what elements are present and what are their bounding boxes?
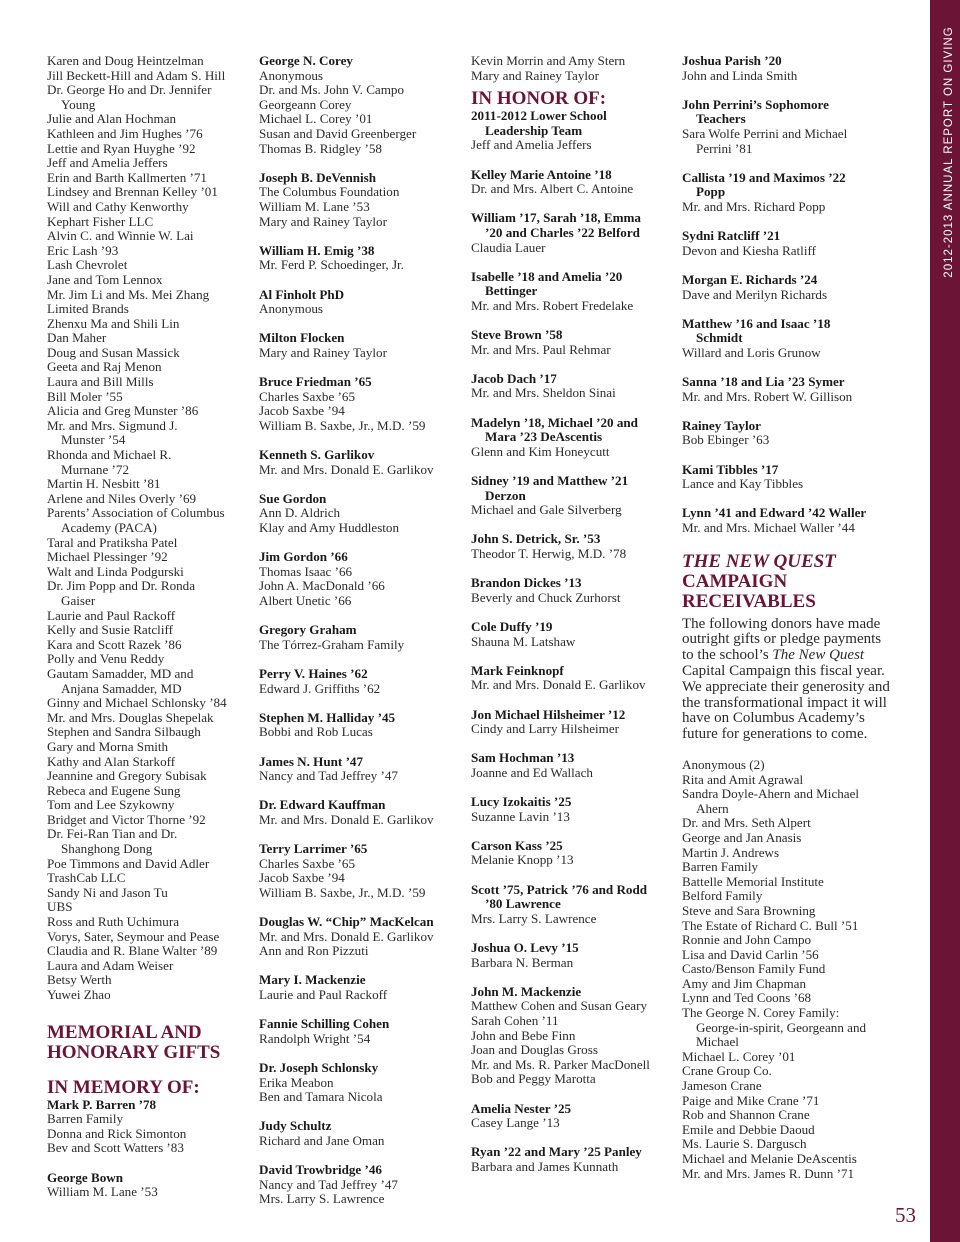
donor-name: Lindsey and Brennan Kelley ’01: [47, 184, 218, 200]
honoree-name: James N. Hunt ’47: [259, 753, 364, 769]
donor-name: Joan and Douglas Gross: [471, 1042, 598, 1058]
donor-name: George and Jan Anasis: [682, 829, 802, 845]
donor-name: Gaiser: [61, 592, 96, 608]
donor-name: Sandra Doyle-Ahern and Michael: [682, 786, 860, 802]
donor-name: Susan and David Greenberger: [259, 125, 417, 141]
donor-name: William B. Saxbe, Jr., M.D. ’59: [259, 417, 426, 433]
donor-name: Michael: [696, 1034, 739, 1050]
donor-name: Thomas Isaac ’66: [259, 563, 353, 579]
donor-name: Michael L. Corey ’01: [682, 1048, 796, 1064]
donor-name: Yuwei Zhao: [47, 987, 111, 1002]
donor-name: Mr. and Mrs. Paul Rehmar: [471, 341, 611, 357]
donor-name: Dr. and Ms. John V. Campo: [259, 82, 405, 98]
donor-name: Mr. and Mrs. Douglas Shepelak: [47, 709, 214, 725]
honoree-name: John S. Detrick, Sr. ’53: [471, 531, 601, 547]
donor-name: Limited Brands: [47, 301, 129, 317]
donor-name: Sarah Cohen ’11: [471, 1013, 559, 1028]
honoree-name: Bettinger: [485, 283, 538, 299]
donor-name: Michael and Melanie DeAscentis: [682, 1151, 857, 1166]
donor-name: Parents’ Association of Columbus: [47, 505, 225, 521]
donor-name: Dr. Fei-Ran Tian and Dr.: [47, 826, 178, 842]
donor-name: Lynn and Ted Coons ’68: [682, 990, 812, 1006]
honoree-name: George Bown: [47, 1169, 124, 1185]
campaign-name: The New Quest: [772, 647, 865, 664]
donor-name: Zhenxu Ma and Shili Lin: [47, 315, 180, 331]
donor-name: Laurie and Paul Rackoff: [47, 607, 176, 623]
honoree-name: Mara ’23 DeAscentis: [485, 429, 603, 445]
page-number: 53: [895, 1203, 916, 1227]
honoree-name: Stephen M. Halliday ’45: [259, 709, 396, 725]
donor-name: Laura and Bill Mills: [47, 374, 154, 390]
donor-name: Willard and Loris Grunow: [682, 344, 821, 360]
donor-name: Shanghong Dong: [61, 841, 153, 857]
donor-name: Crane Group Co.: [682, 1063, 772, 1079]
donor-name: Kara and Scott Razek ’86: [47, 636, 182, 652]
memory-list: [259, 54, 464, 1207]
donor-name: Mr. and Mrs. Donald E. Garlikov: [259, 811, 434, 827]
donor-name: UBS: [47, 899, 73, 915]
donor-name: Glenn and Kim Honeycutt: [471, 443, 610, 459]
campaign-text-part-2: Capital Campaign this fiscal year. We appreciate their generosity and the transformational impact it will have on Columbus Academy’s future for generations to come.: [682, 662, 890, 743]
donor-name: Erin and Barth Kallmerten ’71: [47, 169, 207, 185]
honoree-name: 2011-2012 Lower School: [471, 108, 607, 124]
donor-name: Jeannine and Gregory Subisak: [47, 768, 207, 784]
honoree-name: Sidney ’19 and Matthew ’21: [471, 473, 629, 489]
donor-name: John and Bebe Finn: [471, 1027, 576, 1043]
donor-name: Mrs. Larry S. Lawrence: [471, 910, 597, 926]
donor-name: Mary and Rainey Taylor: [259, 213, 387, 229]
donor-name: John A. MacDonald ’66: [259, 578, 385, 594]
donor-name: Lash Chevrolet: [47, 257, 128, 273]
donor-name: Laura and Adam Weiser: [47, 957, 174, 973]
honoree-name: Al Finholt PhD: [259, 286, 345, 302]
donor-name: Jeff and Amelia Jeffers: [471, 137, 592, 153]
donor-name: Erika Meabon: [259, 1074, 334, 1090]
donor-name: Lisa and David Carlin ’56: [682, 946, 819, 962]
donor-name: Kephart Fisher LLC: [47, 213, 154, 229]
donor-name: Vorys, Sater, Seymour and Pease: [47, 928, 220, 944]
donor-name: TrashCab LLC: [47, 870, 126, 886]
donor-name: Munster ’54: [61, 432, 126, 448]
donor-name: Laurie and Paul Rackoff: [259, 987, 388, 1002]
honoree-name: Morgan E. Richards ’24: [682, 271, 818, 287]
honoree-name: Joseph B. DeVennish: [259, 169, 377, 185]
donor-name: Klay and Amy Huddleston: [259, 520, 400, 535]
honoree-name: Kelley Marie Antoine ’18: [471, 166, 612, 182]
honoree-name: Sanna ’18 and Lia ’23 Symer: [682, 374, 845, 390]
honoree-name: Milton Flocken: [259, 330, 345, 346]
donor-name: Mr. and Mrs. Donald E. Garlikov: [259, 928, 434, 944]
donor-name: Georgeann Corey: [259, 96, 352, 112]
honoree-name: Matthew ’16 and Isaac ’18: [682, 315, 831, 331]
donor-name: Kathy and Alan Starkoff: [47, 753, 176, 769]
donor-name: Ann and Ron Pizzuti: [259, 943, 369, 959]
honoree-name: William H. Emig ’38: [259, 242, 375, 258]
donor-name: Claudia Lauer: [471, 239, 546, 255]
donor-name: Jameson Crane: [682, 1078, 762, 1094]
donor-name: The Tórrez-Graham Family: [259, 636, 405, 652]
campaign-heading-2: CAMPAIGN: [682, 570, 788, 592]
honoree-name: Judy Schultz: [259, 1118, 332, 1134]
donor-name: Stephen and Sandra Silbaugh: [47, 724, 201, 740]
donor-name: Ross and Ruth Uchimura: [47, 914, 180, 930]
honoree-name: Dr. Joseph Schlonsky: [259, 1059, 379, 1075]
donor-name: Casey Lange ’13: [471, 1115, 560, 1131]
honoree-name: Callista ’19 and Maximos ’22: [682, 169, 846, 185]
donor-name: Dan Maher: [47, 330, 107, 346]
donor-name: Perrini ’81: [696, 140, 753, 156]
donor-name: Walt and Linda Podgurski: [47, 563, 184, 579]
donor-name: Jeff and Amelia Jeffers: [47, 155, 168, 171]
donor-name: Jill Beckett-Hill and Adam S. Hill: [47, 67, 226, 83]
honoree-name: Ryan ’22 and Mary ’25 Panley: [471, 1144, 642, 1160]
donor-name: Kevin Morrin and Amy Stern: [471, 53, 626, 68]
donor-name: Shauna M. Latshaw: [471, 633, 576, 649]
donor-name: Mr. and Mrs. Donald E. Garlikov: [259, 461, 434, 477]
donor-name: Arlene and Niles Overly ’69: [47, 490, 197, 506]
donor-name: Mary and Rainey Taylor: [259, 344, 387, 360]
donor-name: Suzanne Lavin ’13: [471, 808, 570, 824]
donor-name: Charles Saxbe ’65: [259, 855, 355, 871]
honoree-name: Mark Feinknopf: [471, 662, 564, 678]
memory-list: [47, 1098, 247, 1200]
honoree-name: Joshua O. Levy ’15: [471, 940, 579, 956]
donor-name: Karen and Doug Heintzelman: [47, 53, 204, 68]
column-2: [259, 54, 464, 1207]
donor-name: Will and Cathy Kenworthy: [47, 198, 189, 214]
honoree-name: Brandon Dickes ’13: [471, 575, 582, 591]
memory-list: [471, 54, 671, 83]
donor-name: Academy (PACA): [61, 520, 157, 535]
donor-name: Belford Family: [682, 888, 763, 904]
donor-name: Martin H. Nesbitt ’81: [47, 476, 161, 492]
donor-name: Melanie Knopp ’13: [471, 852, 574, 868]
donor-name: Mrs. Larry S. Lawrence: [259, 1191, 385, 1207]
honoree-name: ’20 and Charles ’22 Belford: [485, 224, 640, 240]
campaign-heading-1: THE NEW QUEST: [682, 550, 836, 572]
honoree-name: Dr. Edward Kauffman: [259, 797, 386, 813]
campaign-donor-list: [682, 758, 894, 1181]
donor-name: Jane and Tom Lennox: [47, 271, 163, 287]
donor-name: Mary and Rainey Taylor: [471, 67, 599, 83]
donor-name: Paige and Mike Crane ’71: [682, 1092, 820, 1108]
donor-name: Nancy and Tad Jeffrey ’47: [259, 1176, 398, 1192]
donor-name: John and Linda Smith: [682, 67, 798, 83]
donor-name: Dave and Merilyn Richards: [682, 286, 828, 302]
donor-name: Ms. Laurie S. Dargusch: [682, 1136, 807, 1152]
honor-list: [471, 109, 671, 1174]
honor-list: [682, 54, 894, 536]
honoree-name: Derzon: [485, 487, 526, 503]
donor-name: William B. Saxbe, Jr., M.D. ’59: [259, 884, 426, 900]
donor-name: Anonymous (2): [682, 756, 765, 772]
honoree-name: Perry V. Haines ’62: [259, 665, 368, 681]
honoree-name: Sydni Ratcliff ’21: [682, 228, 781, 244]
honoree-name: Lucy Izokaitis ’25: [471, 794, 572, 810]
donor-name: Battelle Memorial Institute: [682, 873, 824, 889]
donor-name: Kathleen and Jim Hughes ’76: [47, 125, 203, 141]
donor-name: Ahern: [696, 800, 729, 816]
donor-name: Gary and Morna Smith: [47, 738, 169, 754]
donor-name: Rebeca and Eugene Sung: [47, 782, 181, 798]
donor-name: Michael Plessinger ’92: [47, 549, 168, 565]
donor-name: Dr. George Ho and Dr. Jennifer: [47, 82, 212, 98]
honoree-name: Lynn ’41 and Edward ’42 Waller: [682, 505, 867, 521]
campaign-heading-3: RECEIVABLES: [682, 590, 816, 612]
column-1: [47, 54, 247, 1200]
donor-name: Eric Lash ’93: [47, 242, 119, 258]
donor-name: Jacob Saxbe ’94: [259, 870, 345, 886]
donor-name: Murnane ’72: [61, 461, 129, 477]
donor-name: Bill Moler ’55: [47, 388, 123, 404]
memorial-heading-2: HONORARY GIFTS: [47, 1041, 221, 1063]
donor-name: The Columbus Foundation: [259, 184, 400, 200]
donor-name: Mr. and Mrs. Sigmund J.: [47, 417, 178, 433]
honoree-name: Mary I. Mackenzie: [259, 972, 366, 988]
donor-name: Doug and Susan Massick: [47, 344, 180, 360]
donor-name: Tom and Lee Szykowny: [47, 797, 175, 813]
donor-name: Amy and Jim Chapman: [682, 975, 807, 991]
honoree-name: Steve Brown ’58: [471, 327, 563, 343]
honoree-name: Cole Duffy ’19: [471, 618, 553, 634]
honoree-name: Jacob Dach ’17: [471, 370, 557, 386]
donor-name: Rhonda and Michael R.: [47, 447, 172, 463]
campaign-text-part-1: The following donors have made outright gifts or pledge payments to the school’s: [682, 615, 882, 664]
honoree-name: Rainey Taylor: [682, 417, 761, 433]
report-title: 2012-2013 ANNUAL REPORT ON GIVING: [943, 26, 955, 278]
honoree-name: Teachers: [696, 111, 746, 127]
donor-name: Kelly and Susie Ratcliff: [47, 622, 173, 638]
donor-name: Jacob Saxbe ’94: [259, 403, 345, 419]
donor-name: Mr. and Mrs. Robert Fredelake: [471, 297, 634, 313]
honoree-name: Bruce Friedman ’65: [259, 374, 372, 390]
donor-name: Mr. and Mrs. Michael Waller ’44: [682, 520, 855, 535]
donor-name: Devon and Kiesha Ratliff: [682, 242, 816, 258]
donor-name: Michael L. Corey ’01: [259, 111, 373, 127]
campaign-description: [682, 617, 894, 743]
donor-name: Bob and Peggy Marotta: [471, 1071, 596, 1087]
honoree-name: Sam Hochman ’13: [471, 750, 575, 766]
donor-name: Martin J. Andrews: [682, 844, 780, 860]
donor-name: Taral and Pratiksha Patel: [47, 534, 178, 550]
donor-name: Richard and Jane Oman: [259, 1132, 385, 1148]
donor-name: Gautam Samadder, MD and: [47, 665, 194, 681]
donor-name: Mr. and Mrs. Richard Popp: [682, 198, 826, 214]
column-3: [471, 54, 671, 1175]
honoree-name: Gregory Graham: [259, 622, 357, 638]
donor-name: Sara Wolfe Perrini and Michael: [682, 125, 848, 141]
donor-name: Mr. and Mrs. Donald E. Garlikov: [471, 677, 646, 693]
donor-name: Julie and Alan Hochman: [47, 111, 177, 127]
donor-name: Bobbi and Rob Lucas: [259, 724, 373, 740]
donor-name: Bridget and Victor Thorne ’92: [47, 811, 206, 827]
donor-name: Mr. Jim Li and Ms. Mei Zhang: [47, 286, 210, 302]
donor-name: Edward J. Griffiths ’62: [259, 680, 381, 696]
donor-name: Theodor T. Herwig, M.D. ’78: [471, 546, 627, 561]
honoree-name: Fannie Schilling Cohen: [259, 1016, 390, 1032]
honoree-name: Douglas W. “Chip” MacKelcan: [259, 914, 434, 930]
honoree-name: Madelyn ’18, Michael ’20 and: [471, 414, 638, 430]
donor-name: The George N. Corey Family:: [682, 1005, 840, 1021]
honoree-name: Mark P. Barren ’78: [47, 1096, 157, 1112]
honoree-name: Isabelle ’18 and Amelia ’20: [471, 268, 623, 284]
honoree-name: Carson Kass ’25: [471, 837, 563, 853]
honoree-name: John Perrini’s Sophomore: [682, 96, 829, 112]
honoree-name: Sue Gordon: [259, 490, 327, 506]
donor-name: Young: [61, 96, 96, 112]
donor-name: Dr. Jim Popp and Dr. Ronda: [47, 578, 196, 594]
donor-name: Rita and Amit Agrawal: [682, 771, 804, 787]
honoree-name: Scott ’75, Patrick ’76 and Rodd: [471, 881, 648, 897]
honoree-name: Joshua Parish ’20: [682, 53, 782, 68]
donor-name: Randolph Wright ’54: [259, 1030, 371, 1046]
in-honor-heading: IN HONOR OF:: [471, 88, 607, 110]
donor-name: Mr. and Mrs. James R. Dunn ’71: [682, 1165, 855, 1181]
donor-name: Barbara N. Berman: [471, 954, 574, 970]
donor-name: Joanne and Ed Wallach: [471, 764, 593, 780]
donor-name: Mr. and Mrs. Robert W. Gillison: [682, 388, 853, 404]
donor-name: Mr. and Mrs. Sheldon Sinai: [471, 385, 616, 401]
donor-name: William M. Lane ’53: [259, 198, 370, 214]
honoree-name: Jon Michael Hilsheimer ’12: [471, 706, 626, 722]
donor-name: Poe Timmons and David Adler: [47, 855, 210, 871]
donor-name: Betsy Werth: [47, 972, 112, 988]
donor-name: Emile and Debbie Daoud: [682, 1121, 815, 1137]
donor-name: Lettie and Ryan Huyghe ’92: [47, 140, 196, 156]
honoree-name: Amelia Nester ’25: [471, 1100, 572, 1116]
donor-list: [47, 54, 247, 1003]
donor-name: Charles Saxbe ’65: [259, 388, 355, 404]
honoree-name: Terry Larrimer ’65: [259, 841, 368, 857]
donor-name: Cindy and Larry Hilsheimer: [471, 721, 619, 737]
donor-name: Michael and Gale Silverberg: [471, 502, 622, 518]
donor-name: Alicia and Greg Munster ’86: [47, 403, 199, 419]
donor-name: Thomas B. Ridgley ’58: [259, 140, 382, 156]
donor-name: The Estate of Richard C. Bull ’51: [682, 917, 859, 933]
donor-name: Beverly and Chuck Zurhorst: [471, 589, 621, 605]
honoree-name: Jim Gordon ’66: [259, 549, 348, 565]
sidebar-band: [930, 0, 960, 1242]
donor-name: Ben and Tamara Nicola: [259, 1089, 383, 1105]
honoree-name: Leadership Team: [485, 122, 583, 138]
donor-name: Nancy and Tad Jeffrey ’47: [259, 768, 398, 784]
donor-name: Sandy Ni and Jason Tu: [47, 884, 168, 900]
donor-name: Casto/Benson Family Fund: [682, 961, 826, 977]
donor-name: George-in-spirit, Georgeann and: [696, 1019, 867, 1035]
honoree-name: Popp: [696, 184, 726, 200]
honoree-name: Schmidt: [696, 330, 743, 346]
donor-name: Dr. and Mrs. Albert C. Antoine: [471, 181, 634, 197]
honoree-name: Kami Tibbles ’17: [682, 461, 779, 477]
donor-name: Mr. Ferd P. Schoedinger, Jr.: [259, 257, 404, 273]
honoree-name: William ’17, Sarah ’18, Emma: [471, 210, 641, 226]
donor-name: Dr. and Mrs. Seth Alpert: [682, 815, 811, 831]
donor-name: Anonymous: [259, 67, 324, 83]
donor-name: Claudia and R. Blane Walter ’89: [47, 943, 218, 959]
donor-name: Albert Unetic ’66: [259, 592, 352, 608]
donor-name: Barren Family: [682, 859, 758, 875]
donor-name: Bev and Scott Watters ’83: [47, 1140, 184, 1156]
donor-name: Rob and Shannon Crane: [682, 1107, 810, 1123]
donor-name: Donna and Rick Simonton: [47, 1125, 187, 1141]
donor-name: Anjana Samadder, MD: [61, 680, 182, 696]
donor-name: Steve and Sara Browning: [682, 902, 816, 918]
honoree-name: David Trowbridge ’46: [259, 1162, 382, 1178]
donor-name: Bob Ebinger ’63: [682, 432, 770, 448]
donor-name: Mr. and Ms. R. Parker MacDonell: [471, 1056, 650, 1072]
column-4: [682, 54, 894, 1181]
donor-name: Ginny and Michael Schlonsky ’84: [47, 695, 227, 711]
donor-name: Polly and Venu Reddy: [47, 651, 165, 667]
donor-name: Alvin C. and Winnie W. Lai: [47, 228, 194, 244]
honoree-name: Kenneth S. Garlikov: [259, 447, 375, 463]
donor-name: Barbara and James Kunnath: [471, 1158, 619, 1174]
donor-name: Ronnie and John Campo: [682, 932, 812, 948]
donor-name: Anonymous: [259, 301, 324, 317]
donor-name: William M. Lane ’53: [47, 1184, 158, 1200]
donor-name: Lance and Kay Tibbles: [682, 476, 804, 492]
honoree-name: George N. Corey: [259, 53, 353, 68]
memorial-heading-1: MEMORIAL AND: [47, 1021, 202, 1043]
donor-name: Matthew Cohen and Susan Geary: [471, 998, 647, 1014]
in-memory-heading: IN MEMORY OF:: [47, 1076, 200, 1098]
donor-name: Geeta and Raj Menon: [47, 359, 162, 375]
honoree-name: ’80 Lawrence: [485, 896, 561, 912]
donor-name: Ann D. Aldrich: [259, 505, 341, 521]
honoree-name: John M. Mackenzie: [471, 983, 582, 999]
donor-name: Barren Family: [47, 1111, 123, 1127]
